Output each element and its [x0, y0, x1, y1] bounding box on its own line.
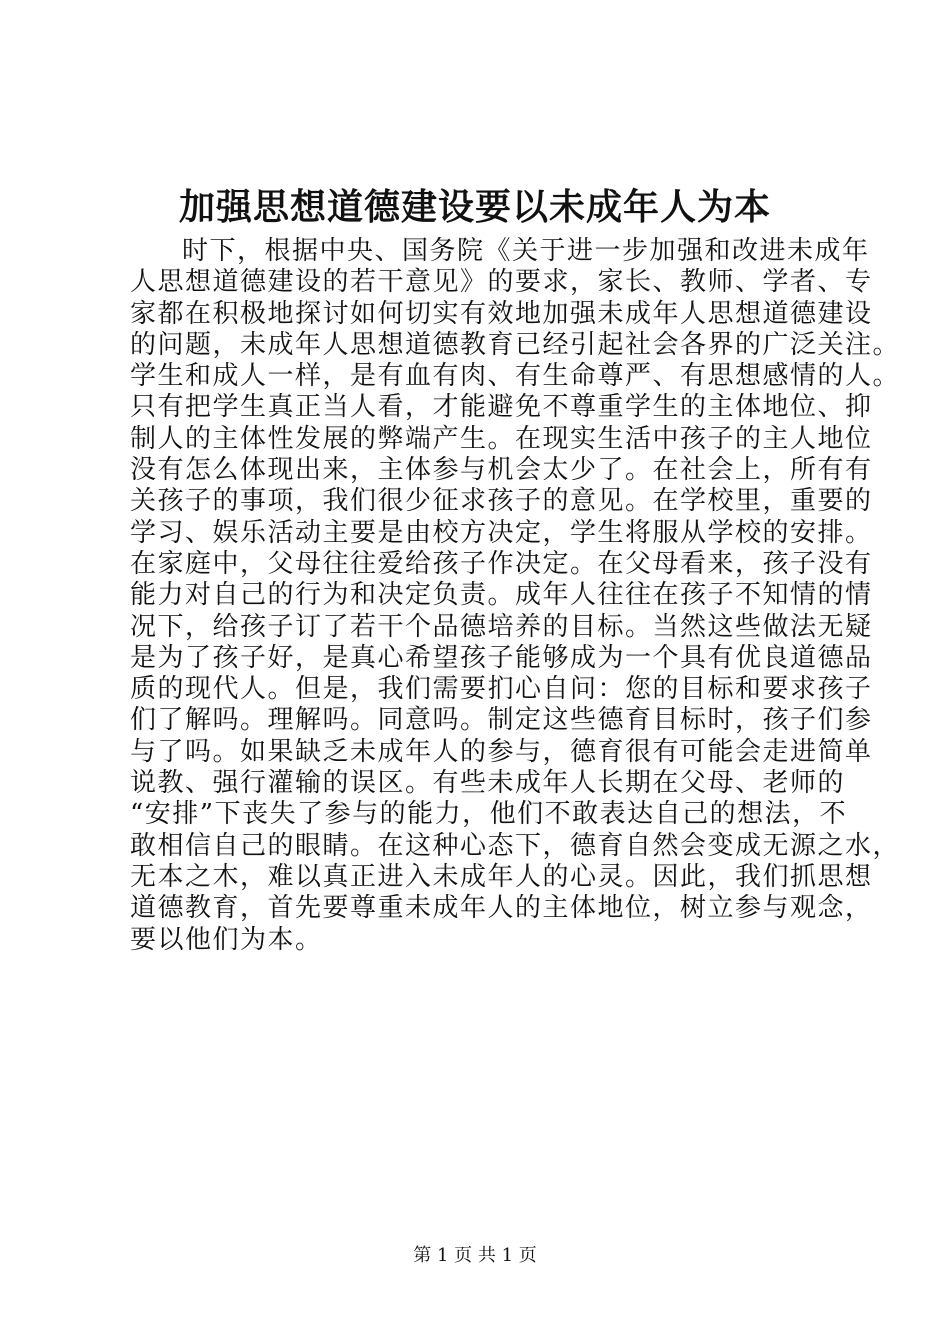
body-line: 们了解吗。理解吗。同意吗。制定这些德育目标时，孩子们参	[130, 705, 873, 736]
body-line: 人思想道德建设的若干意见》的要求，家长、教师、学者、专	[130, 267, 873, 298]
body-line: 敢相信自己的眼睛。在这种心态下，德育自然会变成无源之水，	[130, 830, 901, 861]
body-line: 制人的主体性发展的弊端产生。在现实生活中孩子的主人地位	[130, 423, 873, 454]
body-line: 况下，给孩子订了若干个品德培养的目标。当然这些做法无疑	[130, 611, 873, 642]
body-line: 能力对自己的行为和决定负责。成年人往往在孩子不知情的情	[130, 580, 873, 611]
body-line: “安排”下丧失了参与的能力，他们不敢表达自己的想法，不	[130, 799, 848, 830]
document-title: 加强思想道德建设要以未成年人为本	[178, 186, 771, 228]
document-body	[130, 236, 901, 956]
page-footer: 第 1 页 共 1 页	[413, 1245, 537, 1266]
body-line: 家都在积极地探讨如何切实有效地加强未成年人思想道德建设	[130, 298, 873, 329]
body-line: 要以他们为本。	[130, 924, 323, 955]
body-line: 的问题，未成年人思想道德教育已经引起社会各界的广泛关注。	[130, 329, 901, 360]
body-line: 关孩子的事项，我们很少征求孩子的意见。在学校里，重要的	[130, 486, 873, 517]
body-line: 只有把学生真正当人看，才能避免不尊重学生的主体地位、抑	[130, 392, 873, 423]
body-line: 没有怎么体现出来，主体参与机会太少了。在社会上，所有有	[130, 455, 873, 486]
body-line: 说教、强行灌输的误区。有些未成年人长期在父母、老师的	[130, 768, 846, 799]
body-line: 学生和成人一样，是有血有肉、有生命尊严、有思想感情的人。	[130, 361, 901, 392]
body-line: 质的现代人。但是，我们需要扪心自问：您的目标和要求孩子	[130, 674, 873, 705]
body-line: 学习、娱乐活动主要是由校方决定，学生将服从学校的安排。	[130, 517, 873, 548]
body-line: 道德教育，首先要尊重未成年人的主体地位，树立参与观念，	[130, 893, 873, 924]
body-line: 与了吗。如果缺乏未成年人的参与，德育很有可能会走进简单	[130, 736, 873, 767]
body-line: 是为了孩子好，是真心希望孩子能够成为一个具有优良道德品	[130, 642, 873, 673]
body-line: 无本之木，难以真正进入未成年人的心灵。因此，我们抓思想	[130, 861, 873, 892]
body-line: 在家庭中，父母往往爱给孩子作决定。在父母看来，孩子没有	[130, 548, 873, 579]
body-line: 时下，根据中央、国务院《关于进一步加强和改进未成年	[182, 236, 870, 266]
